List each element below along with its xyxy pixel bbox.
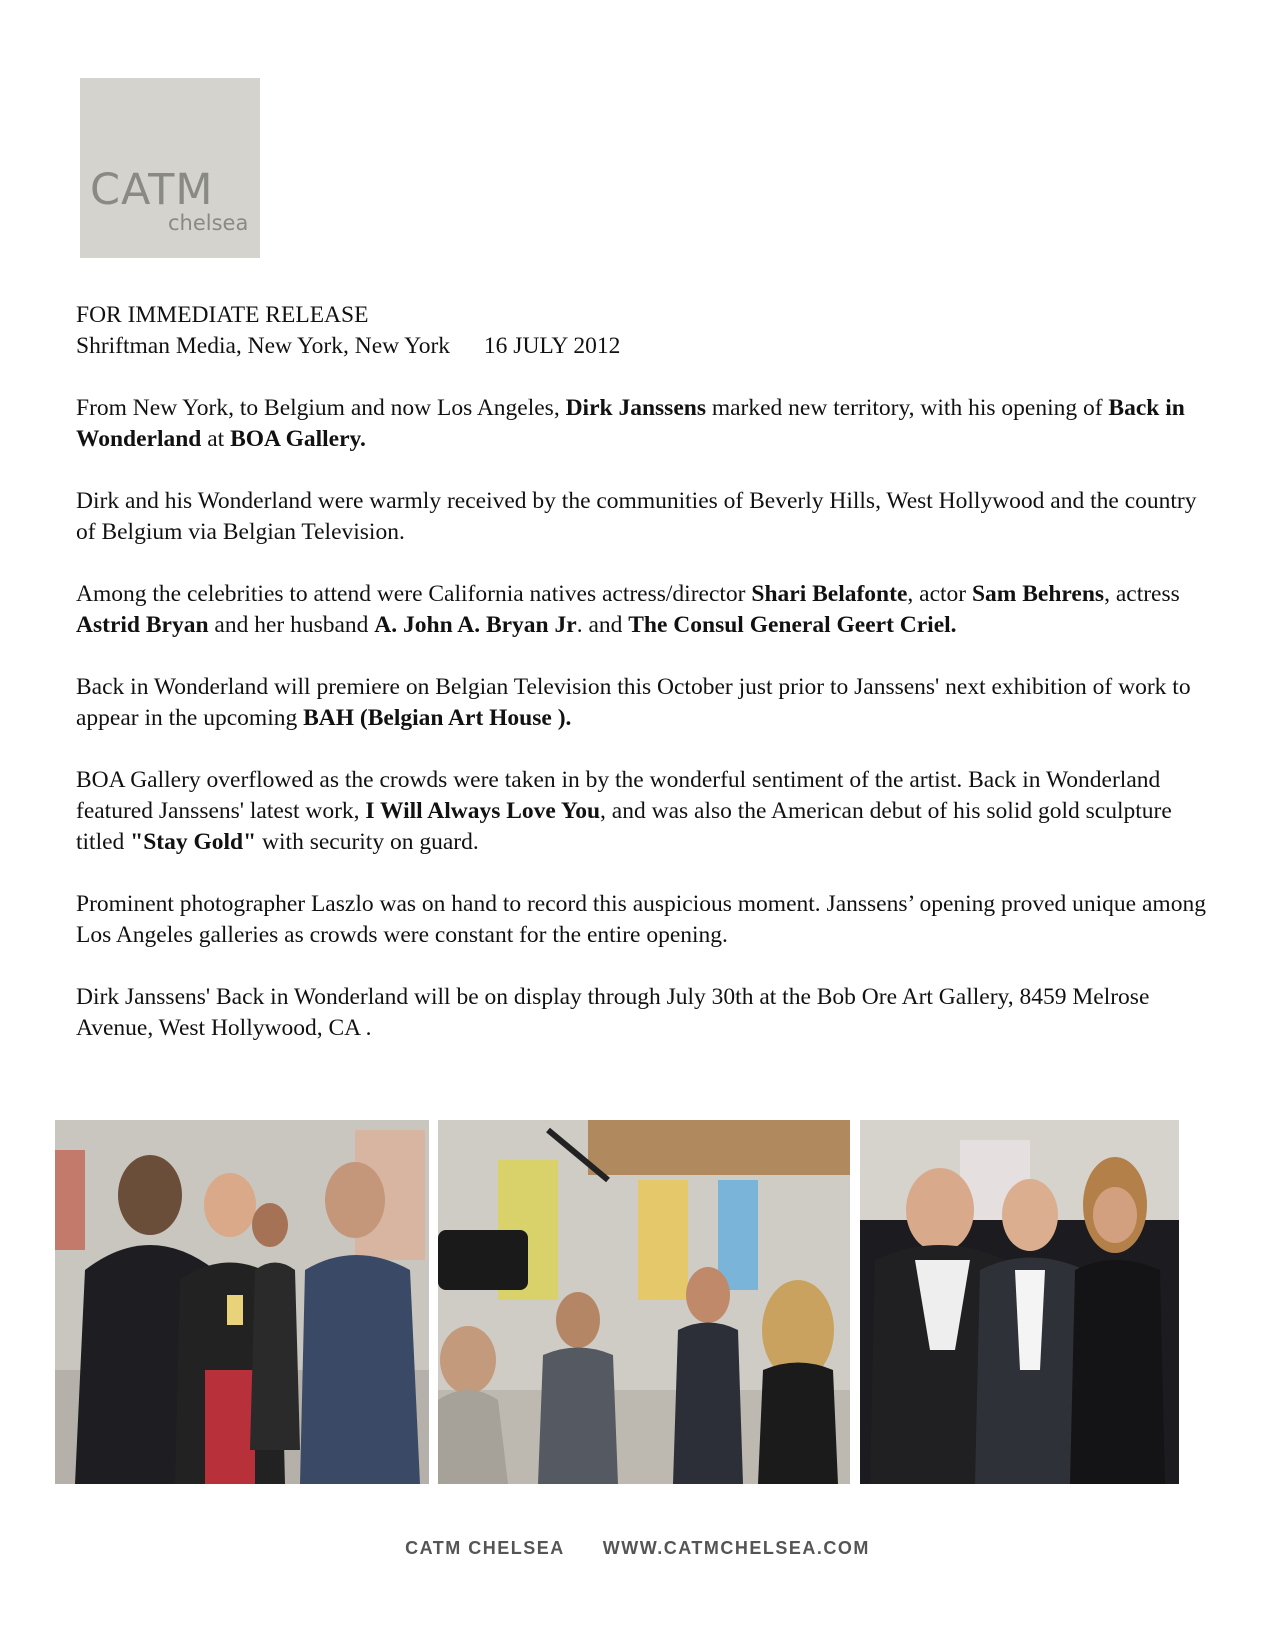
p3-bold-5: The Consul General Geert Criel. — [628, 612, 957, 638]
photo-2 — [438, 1120, 850, 1484]
paragraph-1 — [76, 393, 1206, 455]
photo-3 — [860, 1120, 1179, 1484]
p1-bold-artist: Dirk Janssens — [565, 395, 706, 421]
p3-bold-1: Shari Belafonte — [751, 581, 908, 607]
p1-text-2: marked new territory, with his opening of — [705, 395, 1109, 421]
paragraph-6: Prominent photographer Laszlo was on hand to record this auspicious moment. Janssens’ opening proved unique among Los Angeles galleries as crowds were constant for the entire opening. — [76, 891, 1206, 948]
p3-text-4: and her husband — [208, 612, 375, 638]
paragraph-4 — [76, 672, 1206, 734]
catm-chelsea-logo — [80, 78, 260, 258]
p3-bold-3: Astrid Bryan — [76, 612, 209, 638]
p4-text-1: Back in Wonderland will premiere on Belgian Television this October just prior to Janssens' next exhibition of work to appear in the upcoming — [76, 674, 1191, 731]
release-source: Shriftman Media, New York, New York — [76, 333, 451, 359]
p5-text-1: BOA Gallery overflowed as the crowds were taken in by the wonderful sentiment of the artist. Back in Wonderland featured Janssens' latest work, — [76, 767, 1161, 824]
p5-bold-2: "Stay Gold" — [130, 829, 257, 855]
p1-text-1: From New York, to Belgium and now Los Angeles, — [76, 395, 566, 421]
p3-bold-4: A. John A. Bryan Jr — [374, 612, 577, 638]
p1-bold-gallery: BOA Gallery. — [230, 426, 366, 452]
p3-text-1: Among the celebrities to attend were California natives actress/director — [76, 581, 752, 607]
p5-bold-1: I Will Always Love You — [365, 798, 601, 824]
release-header — [76, 300, 1206, 362]
logo-chelsea: chelsea — [168, 211, 249, 235]
p1-text-3: at — [201, 426, 231, 452]
release-date: 16 JULY 2012 — [483, 333, 621, 359]
footer-name: CATM CHELSEA — [405, 1538, 565, 1558]
paragraph-7: Dirk Janssens' Back in Wonderland will be on display through July 30th at the Bob Ore Art Gallery, 8459 Melrose Avenue, West Hollywood, CA . — [76, 984, 1150, 1041]
p3-text-5: . and — [576, 612, 629, 638]
footer — [0, 1538, 1275, 1559]
press-release-body — [76, 300, 1206, 1075]
p5-text-3: with security on guard. — [256, 829, 479, 855]
release-label: FOR IMMEDIATE RELEASE — [76, 302, 369, 328]
p4-bold-1: BAH (Belgian Art House ). — [303, 705, 572, 731]
p3-bold-2: Sam Behrens — [971, 581, 1105, 607]
paragraph-5 — [76, 765, 1206, 858]
p5-text-2: , and was also the American debut of his solid gold sculpture titled — [76, 798, 1172, 855]
paragraph-2: Dirk and his Wonderland were warmly received by the communities of Beverly Hills, West Hollywood and the country of Belgium via Belgian Television. — [76, 488, 1197, 545]
paragraph-3 — [76, 579, 1206, 641]
photo-1 — [55, 1120, 429, 1484]
footer-url[interactable]: WWW.CATMCHELSEA.COM — [602, 1538, 870, 1558]
logo-catm: CATM — [90, 165, 214, 215]
p3-text-2: , actor — [907, 581, 972, 607]
p1-bold-show: Back in Wonderland — [76, 395, 1185, 452]
p3-text-3: , actress — [1104, 581, 1180, 607]
